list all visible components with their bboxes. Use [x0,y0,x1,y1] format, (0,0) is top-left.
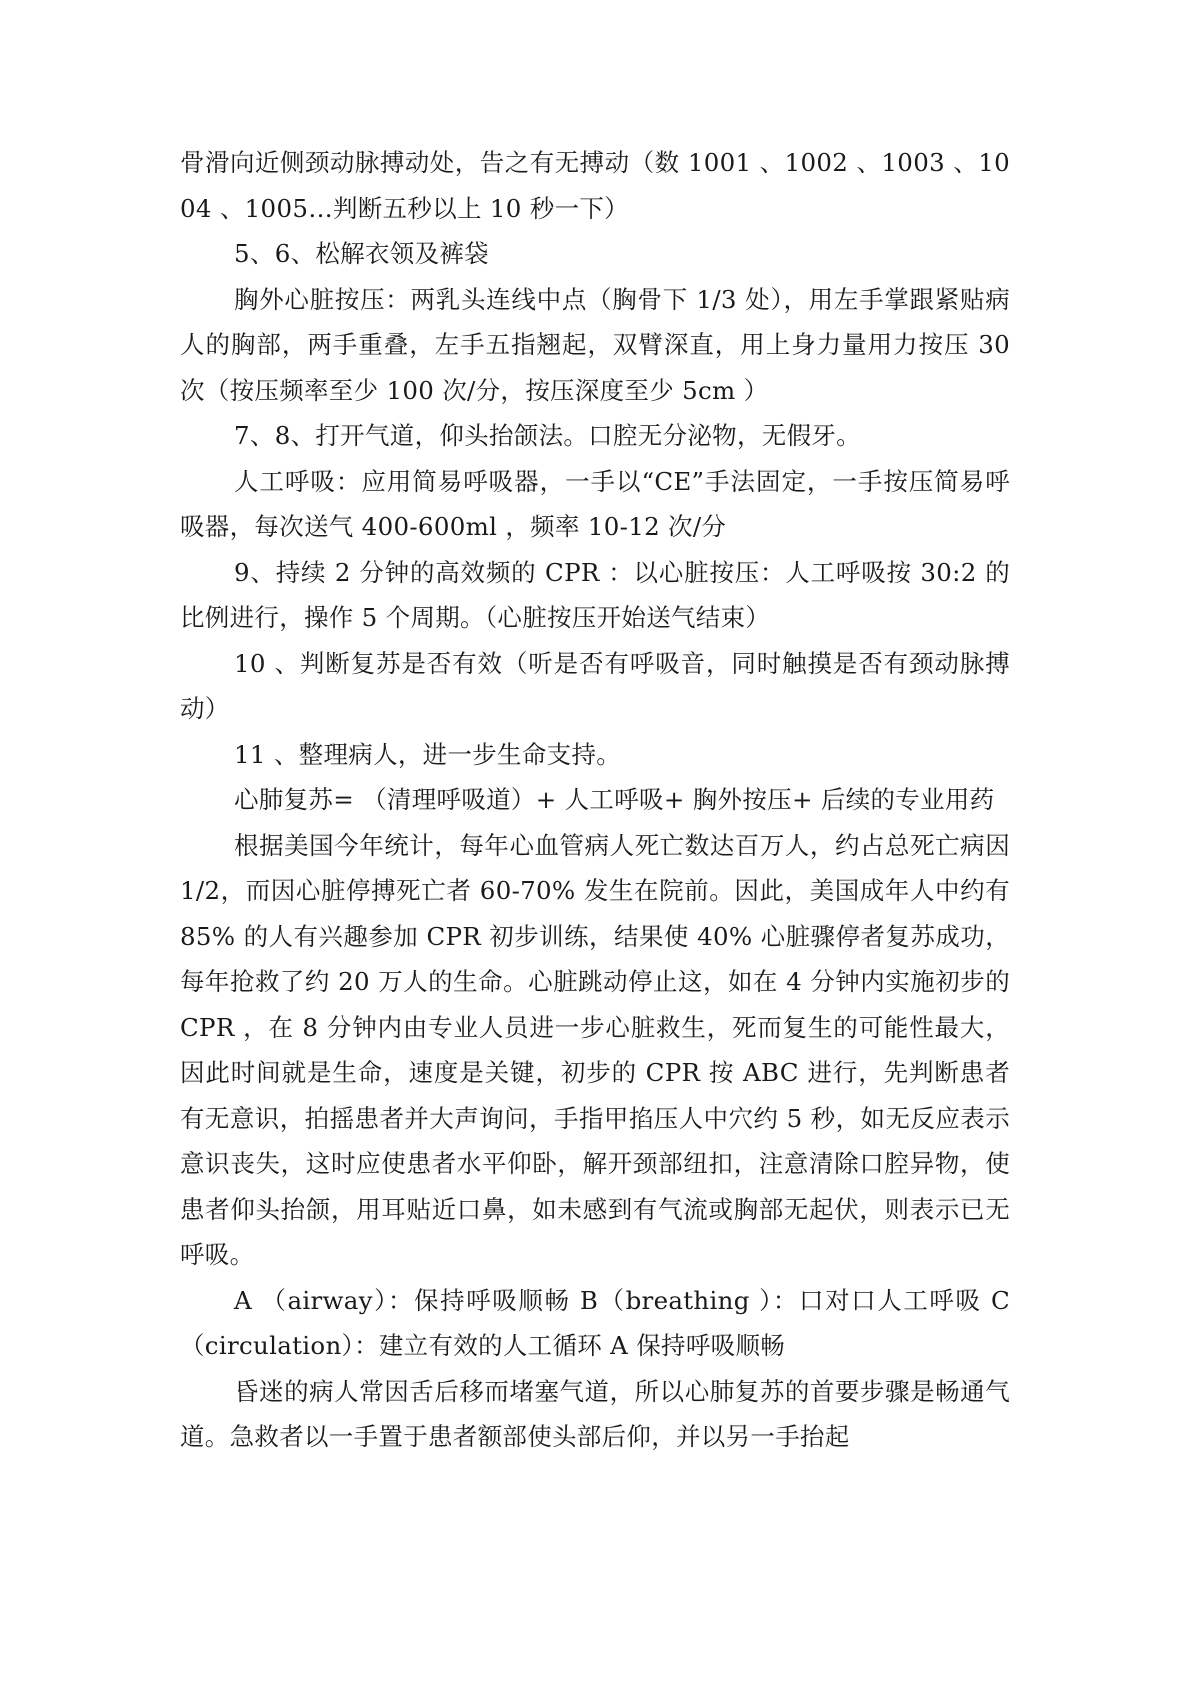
paragraph-organize-patient: 11 、整理病人，进一步生命支持。 [234,739,622,769]
paragraph-chest-compression: 胸外心脏按压：两乳头连线中点（胸骨下 1/3 处），用左手掌跟紧贴病人的胸部，两手重叠，左手五指翘起，双臂深直，用上身力量用力按压 30 次（按压频率至少 100 次/分，按压深度至少 5cm ） [180,284,1010,405]
paragraph-open-airway: 7、8、打开气道，仰头抬颌法。口腔无分泌物，无假牙。 [234,421,861,450]
paragraph-judge-recovery: 10 、判断复苏是否有效（听是否有呼吸音，同时触摸是否有颈动脉搏动） [180,648,1010,723]
paragraph-coma-airway: 昏迷的病人常因舌后移而堵塞气道，所以心肺复苏的首要步骤是畅通气道。急救者以一手置于患者额部使头部后仰，并以另一手抬起 [180,1376,1010,1451]
paragraph-continuous-cpr: 9、持续 2 分钟的高效频的 CPR ：以心脏按压：人工呼吸按 30:2 的比例进行，操作 5 个周期。（心脏按压开始送气结束） [180,557,1010,632]
paragraph-statistics: 根据美国今年统计，每年心血管病人死亡数达百万人，约占总死亡病因 1/2，而因心脏停搏死亡者 60-70% 发生在院前。因此，美国成年人中约有 85% 的人有兴趣参加 CPR 初步训练，结果使 40% 心脏骤停者复苏成功，每年抢救了约 20 万人的生命。心脏跳动停止这，如在 4 分钟内实施初步的 CPR ，在 8 分钟内由专业人员进一步心脏救生，死而复生的可能性最大，因此时间就是生命，速度是关键，初步的 CPR 按 ABC 进行，先判断患者有无意识，拍摇患者并大声询问，手指甲掐压人中穴约 5 秒，如无反应表示意识丧失，这时应使患者水平仰卧，解开颈部纽扣，注意清除口腔异物，使患者仰头抬颌，用耳贴近口鼻，如未感到有气流或胸部无起伏，则表示已无呼吸。 [180,830,1010,1269]
paragraph-pulse-check: 骨滑向近侧颈动脉搏动处，告之有无搏动（数 1001 、1002 、1003 、1004 、1005…判断五秒以上 10 秒一下） [180,148,1010,223]
paragraph-cpr-formula: 心肺复苏= （清理呼吸道）+ 人工呼吸+ 胸外按压+ 后续的专业用药 [234,785,995,814]
body-text [180,140,1010,1460]
paragraph-loosen-collar: 5、6、松解衣领及裤袋 [234,239,489,268]
paragraph-artificial-respiration: 人工呼吸：应用简易呼吸器，一手以“CE”手法固定，一手按压简易呼吸器，每次送气 400-600ml ，频率 10-12 次/分 [180,466,1010,541]
paragraph-abc: A （airway）：保持呼吸顺畅 B（breathing ）：口对口人工呼吸 C（circulation）：建立有效的人工循环 A 保持呼吸顺畅 [180,1285,1010,1360]
